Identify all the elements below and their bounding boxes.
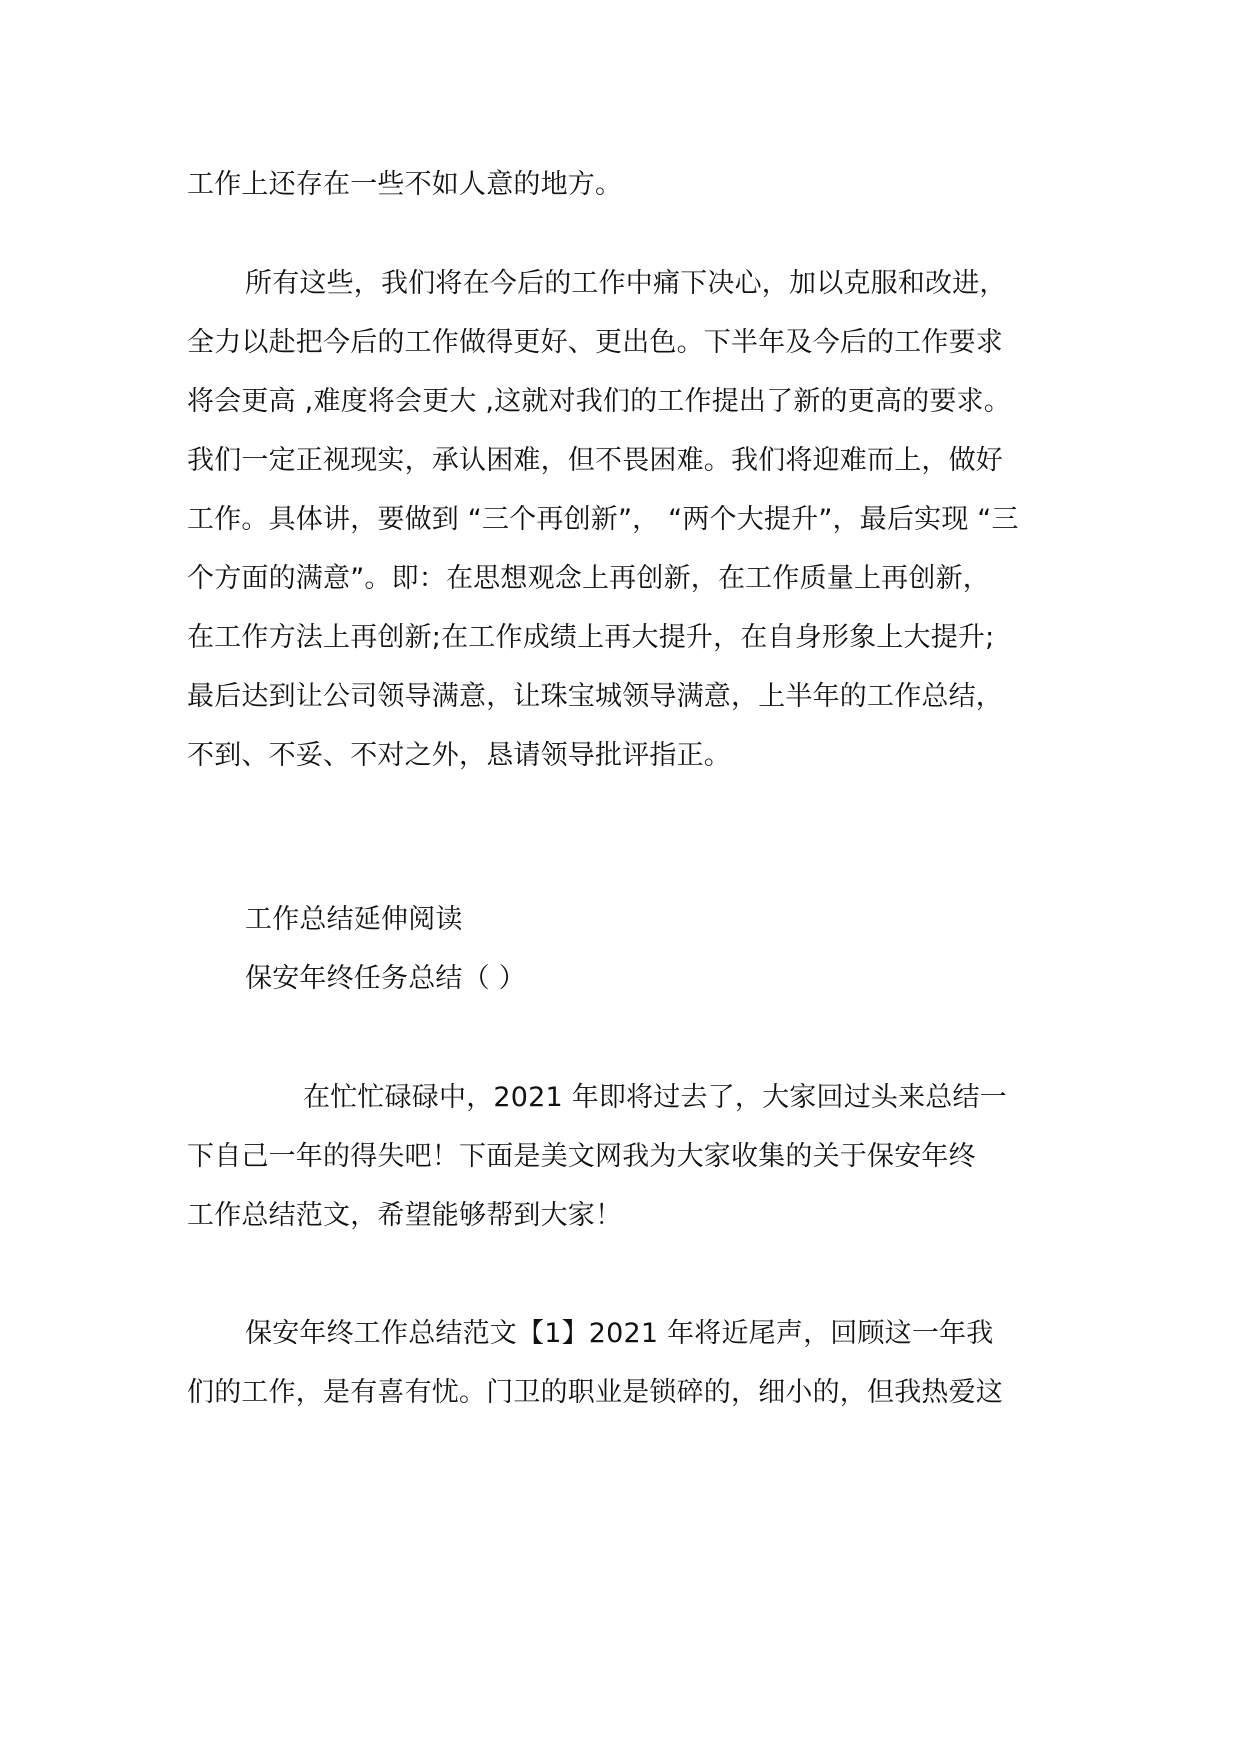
paragraph-line: 我们一定正视现实，承认困难，但不畏困难。我们将迎难而上，做好: [187, 445, 1003, 476]
paragraph-line: 全力以赴把今后的工作做得更好、更出色。下半年及今后的工作要求: [187, 327, 1003, 358]
article-title: 保安年终任务总结（ ）: [245, 963, 526, 994]
paragraph-line: 保安年终工作总结范文【1】2021 年将近尾声，回顾这一年我: [245, 1318, 994, 1349]
paragraph-line: 将会更高 ,难度将会更大 ,这就对我们的工作提出了新的更高的要求。: [187, 386, 1011, 417]
paragraph-line: 所有这些，我们将在今后的工作中痛下决心，加以克服和改进，: [245, 268, 1007, 299]
section-heading: 工作总结延伸阅读: [245, 904, 463, 935]
paragraph-line: 在忙忙碌碌中，2021 年即将过去了，大家回过头来总结一: [303, 1082, 1007, 1113]
paragraph-line: 下自己一年的得失吧！下面是美文网我为大家收集的关于保安年终: [187, 1141, 976, 1172]
paragraph-line: 工作总结范文，希望能够帮到大家！: [187, 1200, 623, 1231]
paragraph-line: 工作上还存在一些不如人意的地方。: [187, 169, 623, 200]
paragraph-line: 最后达到让公司领导满意，让珠宝城领导满意，上半年的工作总结，: [187, 681, 1003, 712]
paragraph-line: 不到、不妥、不对之外，恳请领导批评指正。: [187, 740, 731, 771]
paragraph-line: 个方面的满意”。即：在思想观念上再创新，在工作质量上再创新，: [187, 563, 990, 594]
paragraph-line: 工作。具体讲，要做到 “三个再创新”， “两个大提升”，最后实现 “三: [187, 504, 1019, 535]
paragraph-line: 在工作方法上再创新;在工作成绩上再大提升，在自身形象上大提升;: [187, 622, 995, 653]
paragraph-line: 们的工作，是有喜有忧。门卫的职业是锁碎的，细小的，但我热爱这: [187, 1377, 1003, 1408]
